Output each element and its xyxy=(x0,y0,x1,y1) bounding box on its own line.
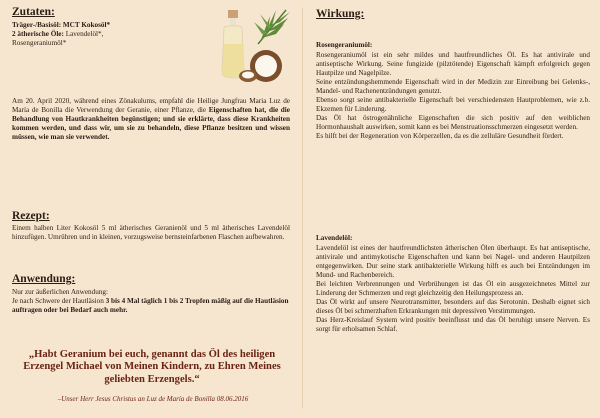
lavender-paragraph: Bei leichten Verbrennungen und Verbrühungen ist das Öl ein ausgezeichnetes Mittel zur Linderung der Schmerzen und regt gleichzeitig den Heilungsprozess an. xyxy=(316,280,590,297)
quote-source: –Unser Herr Jesus Christus an Luz de María de Bonilla 08.06.2016 xyxy=(57,395,249,403)
rose-paragraph: Es hilft bei der Regeneration von Körperzellen, da es die zelluläre Gesundheit fördert. xyxy=(316,132,564,140)
zutaten-heading: Zutaten: xyxy=(12,6,55,18)
ingredients-list xyxy=(12,21,202,48)
anwendung-heading: Anwendung: xyxy=(12,273,76,285)
intro-plain-text: Am 20. April 2020, während eines Zönakulums, empfahl die Heilige Jungfrau Maria Luz de María de Bonilla die Verwendung der Geranie, einer Pflanze, die xyxy=(12,97,290,114)
rose-paragraph: Ebenso sorgt seine antibakterielle Eigenschaft bei verschiedensten Hautproblemen, wie z.b. Ekzemen für Linderung. xyxy=(316,96,590,113)
quote-text: „Habt Geranium bei euch, genannt das Öl des heiligen Erzengel Michael von Meinen Kindern, zu Ehren Meines geliebten Erzengels.“ xyxy=(23,349,281,385)
essential-oils-label: 2 ätherische Öle: xyxy=(12,30,64,38)
anwendung-paragraph xyxy=(12,288,290,315)
rezept-heading: Rezept: xyxy=(12,210,50,222)
anwendung-plain-text: Je nach Schwere der Hautläsion xyxy=(12,297,106,305)
essential-oils-value: Lavendelöl*, xyxy=(63,30,104,38)
rose-geranium-text xyxy=(316,51,590,141)
lavender-text xyxy=(316,244,590,334)
anwendung-bold-text: 3 bis 4 Mal täglich 1 bis 2 Tropfen mäßig auf die Hautläsion auftragen oder bei Bedarf auch mehr. xyxy=(12,297,289,314)
lavender-heading: Lavendelöl: xyxy=(316,234,353,242)
rose-paragraph: Rosengeraniumöl ist ein sehr mildes und hautfreundliches Öl. Es hat antivirale und antiseptische Wirkung. Seine fungizide (pilztötende) Eigenschaft kämpft erfolgreich gegen Hautpilze und Nagelpilze. xyxy=(316,51,590,77)
essential-oils-value-2: Rosengeraniumöl* xyxy=(12,39,67,47)
carrier-oil-line: Träger-/Basisöl: MCT Kokosöl* xyxy=(12,21,111,29)
lavender-paragraph: Lavendelöl ist eines der hautfreundlichsten ätherischen Ölen überhaupt. Es hat antiseptische, antivirale und antimykotische Eigenschaften und kann bei Nagel- und anderen Hautpilzen entgegenwirken. Dur seine stark antibakterielle Wirkung hilft es auch bei Entzündungen im Mund- und Rachenbereich. xyxy=(316,244,590,279)
column-divider xyxy=(302,8,303,408)
intro-bold-text: Eigenschaften hat, die die Behandlung von Hautkrankheiten begünstigen; und sie erklärte, dass diese Krankheiten kommen werden, und dass wir, um sie zu behandeln, diese Pflanze besitzen und wissen müssen, wie man sie verwendet. xyxy=(12,106,290,141)
lavender-paragraph: Das Herz-Kreislauf System wird positiv beeinflusst und das Öl beruhigt unsere Nerven. Es sorgt für erholsamen Schlaf. xyxy=(316,316,590,333)
rose-geranium-heading: Rosengeraniumöl: xyxy=(316,41,373,49)
rose-paragraph: Seine entzündungshemmende Eigenschaft wird in der Medizin zur Einreibung bei Gelenks-, Mandel- und Rachenentzündungen genutzt. xyxy=(316,78,590,95)
wirkung-heading: Wirkung: xyxy=(316,8,365,20)
intro-paragraph xyxy=(12,97,290,142)
rezept-paragraph: Einem halben Liter Kokosöl 5 ml ätherisches Geranienöl und 5 ml ätherisches Lavendelöl hinzufügen. Umrühren und in kleinen, vorzugsweise bernsteinfarbenen Flaschen aufbewahren. xyxy=(12,224,290,241)
oil-bottle-coconut-icon xyxy=(210,4,292,86)
rose-paragraph: Das Öl hat östrogenähnliche Eigenschaften die sich positiv auf den weiblichen Hormonhaushalt auswirken, somit kann es bei Menstruationsschmerzen eingesetzt werden. xyxy=(316,114,590,131)
anwendung-line-1: Nur zur äußerlichen Anwendung: xyxy=(12,288,109,296)
essential-oils-line xyxy=(12,30,202,39)
lavender-paragraph: Das Öl wirkt auf unsere Neurotransmitter, besonders auf das Serotonin. Deshalb eignet sich dieses Öl bei schmerzhaften Erkrankungen mit depressiven Verstimmungen. xyxy=(316,298,590,315)
anwendung-line-2 xyxy=(12,297,290,315)
